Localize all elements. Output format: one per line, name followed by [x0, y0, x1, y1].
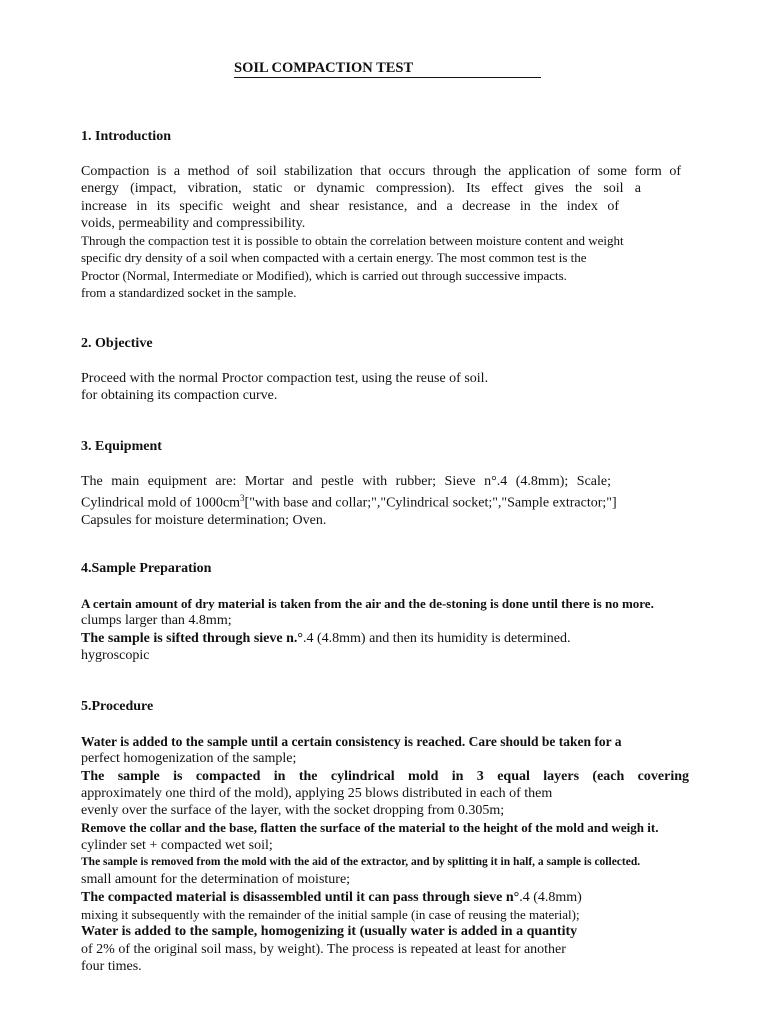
equipment-mold-text: Cylindrical mold of 1000cm	[81, 495, 241, 511]
procedure-line: small amount for the determination of moisture;	[81, 872, 351, 888]
equipment-paragraph	[81, 473, 741, 530]
section-heading-procedure: 5.Procedure	[81, 699, 154, 714]
procedure-normal-text: .4 (4.8mm)	[519, 889, 582, 905]
cubic-superscript: 3	[240, 493, 245, 504]
preparation-line: A certain amount of dry material is taken from the air and the de-stoning is done until there is no more.	[81, 596, 654, 611]
preparation-line	[81, 630, 741, 647]
procedure-line: The sample is compacted in the cylindrical mold in 3 equal layers (each covering	[81, 768, 689, 784]
document-title: SOIL COMPACTION TEST	[234, 60, 541, 78]
preparation-line: clumps larger than 4.8mm;	[81, 613, 232, 629]
section-heading-equipment: 3. Equipment	[81, 439, 162, 454]
procedure-bold-text: The compacted material is disassembled until it can pass through sieve n°	[81, 889, 520, 905]
section-heading-sample-preparation: 4.Sample Preparation	[81, 561, 212, 576]
procedure-line: Remove the collar and the base, flatten the surface of the material to the height of the mold and weigh it.	[81, 820, 659, 836]
introduction-line: Compaction is a method of soil stabilization that occurs through the application of some form of	[81, 164, 681, 179]
section-heading-introduction: 1. Introduction	[81, 129, 171, 144]
objective-line: Proceed with the normal Proctor compaction test, using the reuse of soil.	[81, 371, 489, 386]
introduction-line: from a standardized socket in the sample.	[81, 285, 297, 301]
introduction-line: voids, permeability and compressibility.	[81, 215, 306, 231]
equipment-line: Capsules for moisture determination; Oven.	[81, 513, 327, 529]
procedure-line: The sample is removed from the mold with the aid of the extractor, and by splitting it in half, a sample is collected.	[81, 856, 641, 869]
introduction-line: specific dry density of a soil when compacted with a certain energy. The most common test is the	[81, 250, 587, 266]
procedure-line: Water is added to the sample until a certain consistency is reached. Care should be taken for a	[81, 734, 622, 749]
equipment-list-text: ["with base and collar;","Cylindrical socket;","Sample extractor;"]	[244, 495, 617, 511]
objective-paragraph	[81, 370, 741, 405]
procedure-paragraph	[81, 733, 741, 975]
procedure-line: of 2% of the original soil mass, by weight). The process is repeated at least for another	[81, 941, 566, 957]
preparation-normal-text: .4 (4.8mm) and then its humidity is determined.	[302, 630, 571, 646]
section-heading-objective: 2. Objective	[81, 336, 153, 351]
procedure-line: cylinder set + compacted wet soil;	[81, 837, 273, 853]
procedure-line: perfect homogenization of the sample;	[81, 751, 297, 767]
procedure-line	[81, 889, 741, 906]
introduction-line: Proctor (Normal, Intermediate or Modified), which is carried out through successive impacts.	[81, 267, 567, 283]
procedure-line: approximately one third of the mold), applying 25 blows distributed in each of them	[81, 785, 553, 801]
introduction-paragraph	[81, 163, 741, 301]
equipment-line: The main equipment are: Mortar and pestle with rubber; Sieve n°.4 (4.8mm); Scale;	[81, 474, 611, 489]
equipment-line	[81, 490, 741, 512]
procedure-line: four times.	[81, 958, 142, 974]
objective-line: for obtaining its compaction curve.	[81, 388, 278, 404]
sample-preparation-paragraph	[81, 595, 741, 664]
preparation-line: hygroscopic	[81, 647, 150, 663]
procedure-line: Water is added to the sample, homogenizing it (usually water is added in a quantity	[81, 924, 578, 940]
introduction-line: Through the compaction test it is possible to obtain the correlation between moisture content and weight	[81, 233, 624, 249]
preparation-bold-text: The sample is sifted through sieve n.°	[81, 630, 303, 646]
procedure-line: evenly over the surface of the layer, with the socket dropping from 0.305m;	[81, 803, 505, 819]
procedure-line: mixing it subsequently with the remainder of the initial sample (in case of reusing the material);	[81, 906, 580, 922]
introduction-line: increase in its specific weight and shear resistance, and a decrease in the index of	[81, 198, 619, 214]
introduction-line: energy (impact, vibration, static or dynamic compression). Its effect gives the soil a	[81, 181, 641, 197]
